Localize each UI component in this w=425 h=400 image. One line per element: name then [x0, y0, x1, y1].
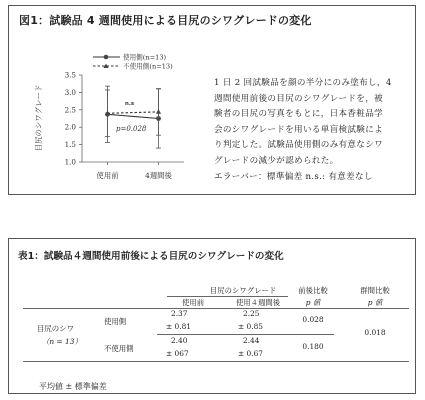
header-between-comparison: 群間比較	[360, 286, 390, 295]
cell-after-sd: ± 0.85	[238, 322, 263, 331]
legend-label-used: 使用側(n=13)	[123, 53, 167, 62]
cell-before-mean: 2.40	[171, 336, 188, 345]
cell-before-sd: ± 0.81	[166, 322, 191, 331]
cell-within-p: 0.028	[302, 315, 324, 324]
data-point	[156, 109, 161, 113]
x-tick-label: 使用前	[96, 171, 119, 180]
table-title: 表1：試験品４週間使用前後による目尻のシワグレードの変化	[18, 251, 284, 262]
y-tick-label: 3.0	[64, 87, 76, 97]
description-line: エラーバー：標準偏差 n.s.: 有意差なし	[214, 171, 373, 182]
description-line: 会のシワグレードを用いる単盲検試験によ	[214, 124, 383, 135]
figure-panel	[8, 5, 416, 195]
y-tick-label: 1.5	[64, 140, 76, 150]
description-line: グレードの減少が認められた。	[214, 155, 339, 166]
x-tick-label: 4週間後	[145, 171, 172, 180]
legend-label-unused: 不使用側(n=13)	[123, 62, 173, 71]
x-tick-group	[96, 162, 172, 180]
header-within-p: p 値	[305, 298, 321, 307]
y-tick-label: 3.5	[64, 70, 76, 80]
cell-before-sd: ± 067	[166, 349, 189, 358]
cell-within-p: 0.180	[302, 342, 324, 351]
wrinkle-grade-chart	[9, 6, 209, 194]
y-tick-label: 1.0	[64, 157, 76, 167]
header-before: 使用前	[181, 298, 205, 307]
ns-annotation: n.s	[125, 101, 135, 107]
row-side-label: 使用側	[104, 317, 127, 326]
plot-area	[105, 86, 161, 148]
figure-title: 図1：試験品 4 週間使用による目尻のシワグレードの変化	[19, 14, 312, 27]
table-panel	[8, 238, 416, 394]
cell-after-mean: 2.44	[243, 336, 260, 345]
table-note: 平均値 ± 標準偏差	[39, 382, 107, 391]
description-line: 1 日 2 回試験品を顔の半分にのみ塗布し，4	[214, 78, 392, 88]
series-line	[108, 114, 159, 118]
row-group-n: （n = 13）	[42, 337, 82, 346]
y-axis-label: 目尻のシワグレード	[34, 84, 43, 152]
header-between-p: p 値	[367, 298, 383, 307]
legend-marker-used	[104, 55, 109, 60]
row-group-label: 目尻のシワ	[37, 324, 74, 333]
figure-description	[214, 76, 406, 185]
y-tick-label: 2.5	[64, 105, 76, 115]
description-line: 週間使用前後の目尻のシワグレードを，被	[214, 93, 383, 104]
p-value-annotation: p=0.028	[116, 125, 147, 133]
y-tick-group	[65, 71, 82, 167]
cell-before-mean: 2.37	[171, 309, 188, 318]
header-rule	[23, 308, 409, 309]
row-divider	[157, 334, 334, 335]
description-line: り判定した。試験品使用側のみ有意なシワ	[214, 140, 383, 151]
cell-after-sd: ± 0.67	[238, 349, 263, 358]
y-tick-label: 2.0	[64, 122, 76, 132]
cell-after-mean: 2.25	[243, 309, 260, 318]
header-group: 目尻のシワグレード	[209, 286, 277, 295]
cell-between-p: 0.018	[364, 328, 386, 337]
header-after: 使用４週間後	[235, 298, 281, 307]
bottom-rule	[23, 361, 409, 362]
chart-legend	[93, 53, 173, 71]
series-line	[108, 112, 159, 113]
header-within-comparison: 前後比較	[298, 286, 328, 295]
row-side-label: 不使用側	[104, 344, 134, 353]
description-line: 験者の目尻の写真をもとに，日本香粧品学	[214, 109, 383, 120]
